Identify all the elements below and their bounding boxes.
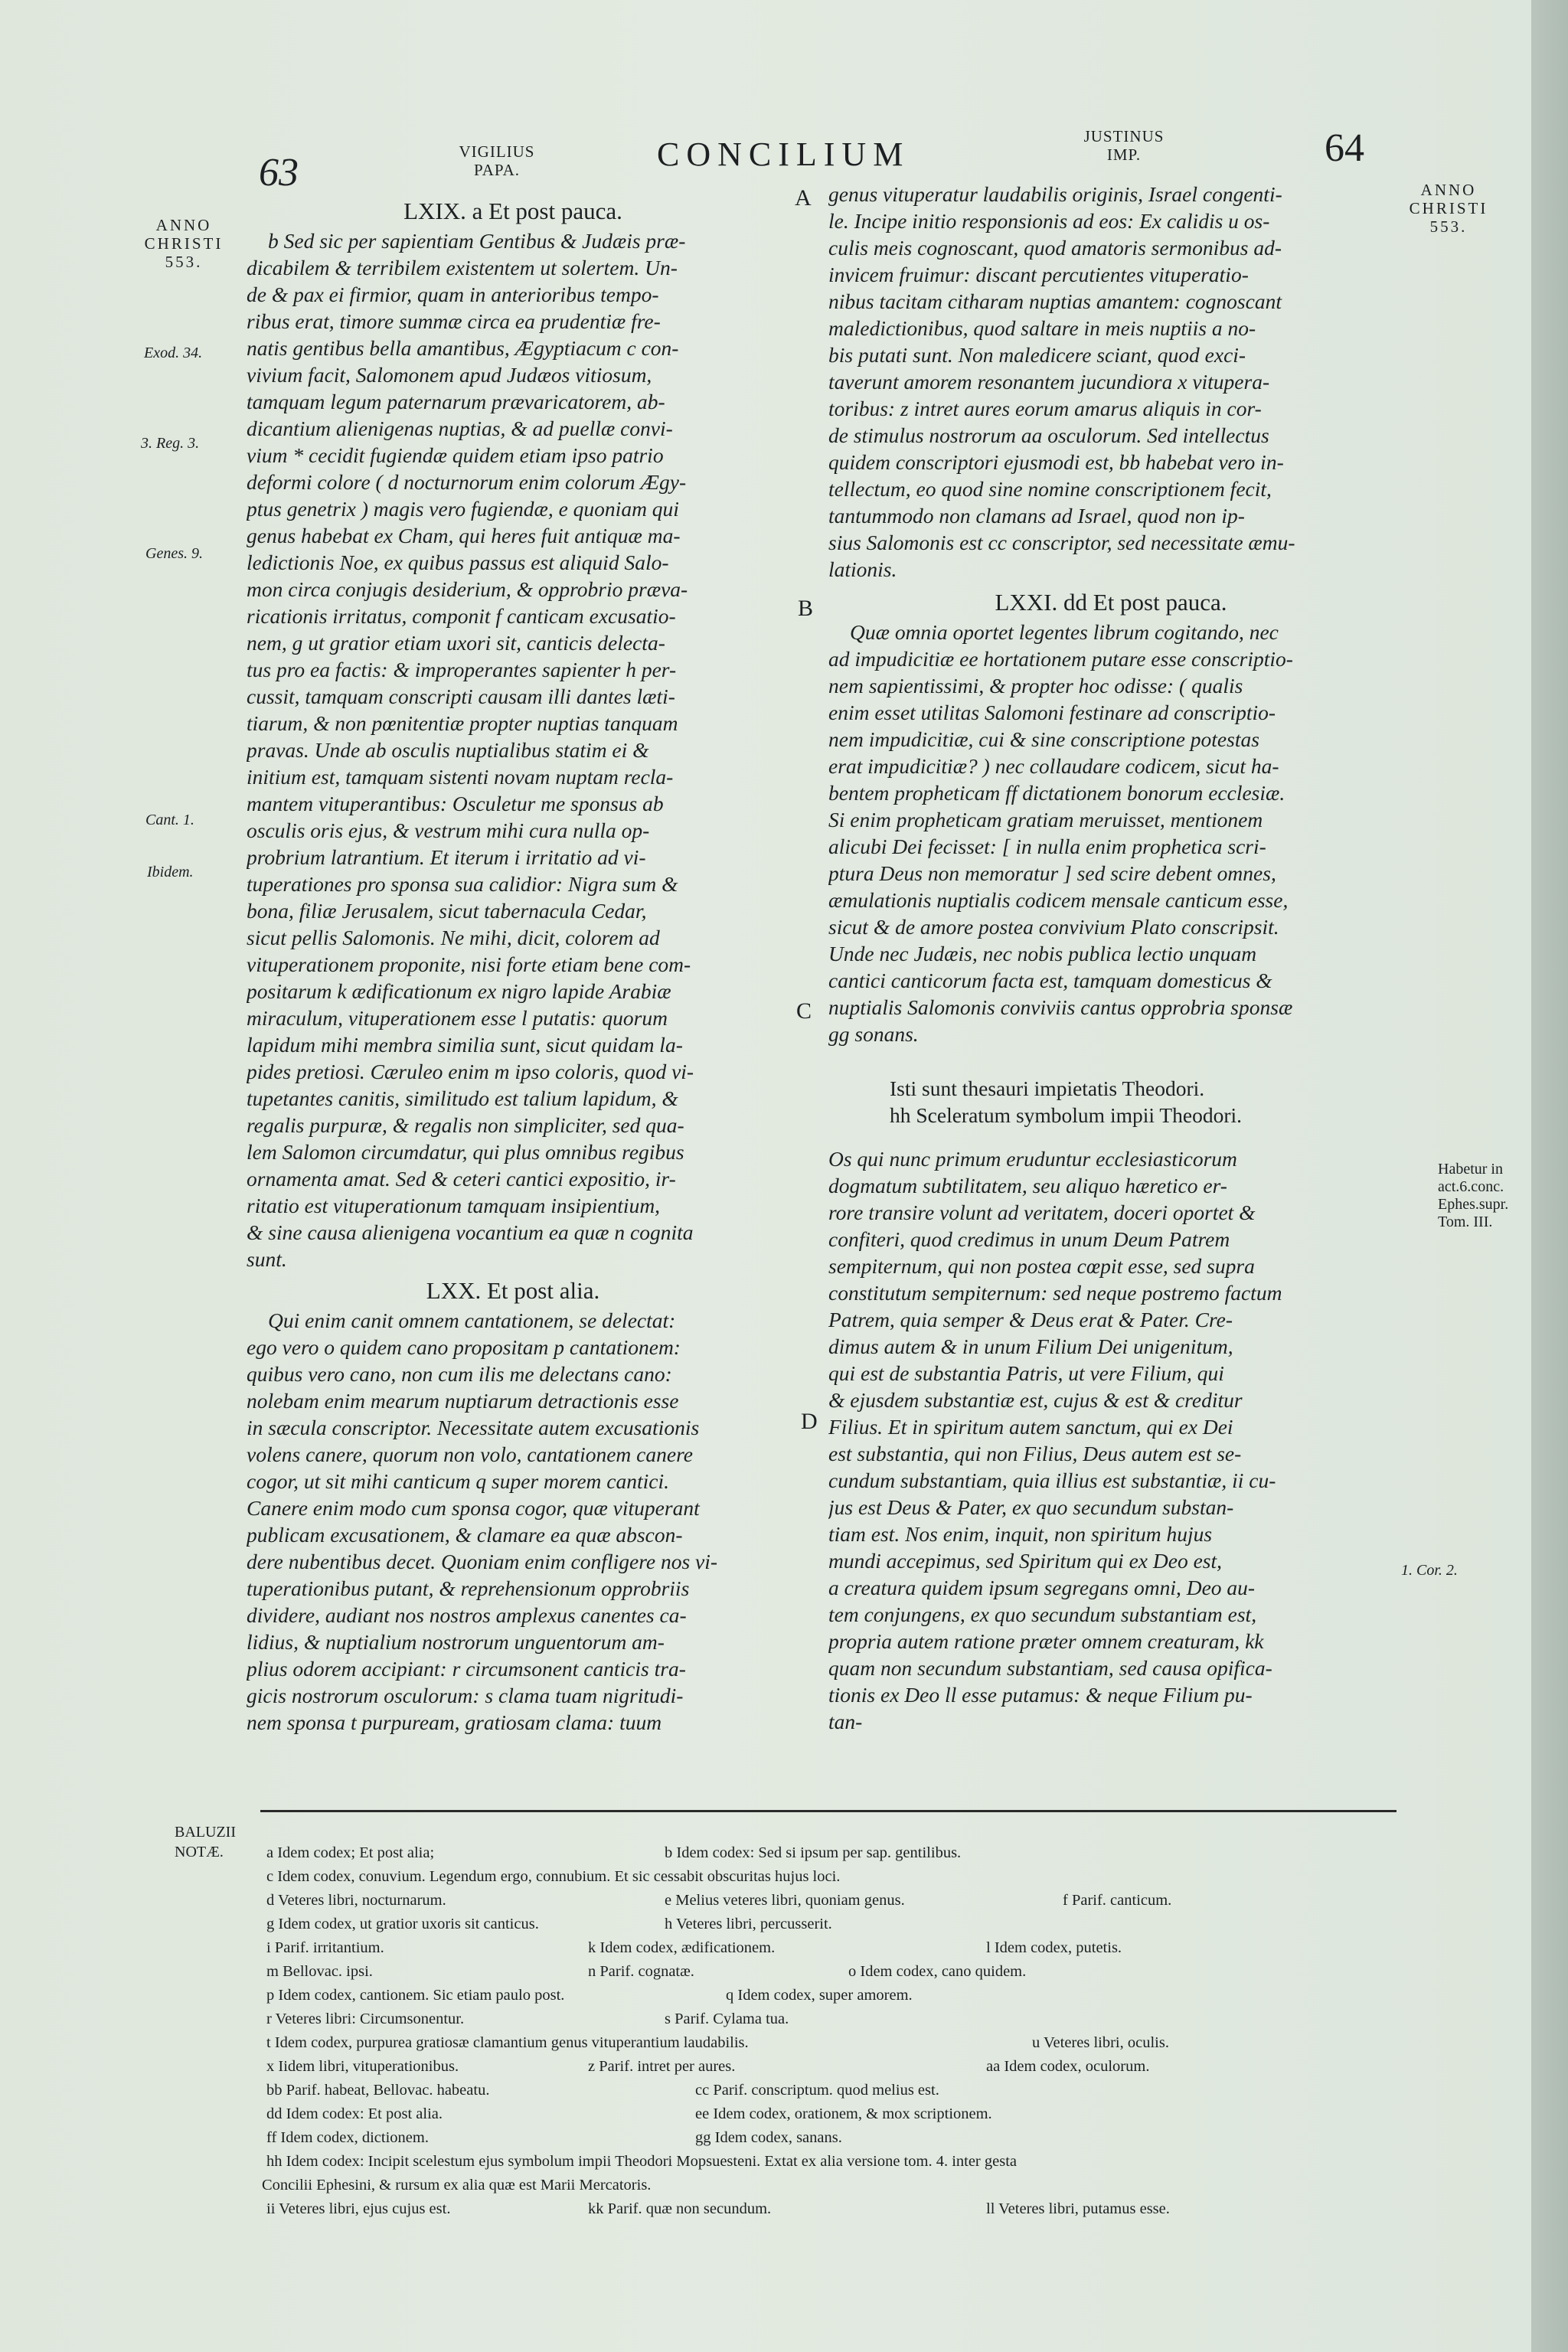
text-line: nibus tacitam citharam nuptias amantem: cognoscant [828, 289, 1282, 313]
text-line: æmulationis nuptialis codicem mensale canticum esse, [828, 888, 1289, 912]
footnote-row [266, 1984, 1415, 2007]
footnote: hh Idem codex: Incipit scelestum ejus symbolum impii Theodori Mopsuesteni. Extat ex alia versione tom. 4. inter gesta [266, 2153, 1018, 2170]
text-line: tiarum, & non pœnitentiæ propter nuptias tanquam [247, 711, 678, 735]
text-line: miraculum, vituperationem esse l putatis: quorum [247, 1006, 668, 1030]
text-line: pravas. Unde ab osculis nuptialibus statim ei & [247, 738, 649, 762]
margin-ref: Genes. 9. [145, 545, 203, 562]
text-line: osculis oris ejus, & vestrum mihi cura nulla op- [247, 818, 650, 842]
text-line: initium est, tamquam sistenti novam nuptam recla- [247, 765, 674, 789]
text-line: vituperationem proponite, nisi forte etiam bene com- [247, 952, 691, 976]
text-line: & ejusdem substantiæ est, cujus & est & creditur [828, 1388, 1243, 1412]
text-line: tuperationes pro sponsa sua calidior: Nigra sum & [247, 872, 678, 896]
text-line: plius odorem accipiant: r circumsonent canticis tra- [247, 1657, 686, 1681]
text-line: nuptialis Salomonis conviviis cantus opprobria sponsæ [828, 995, 1293, 1019]
footnote: dd Idem codex: Et post alia. [266, 2105, 443, 2122]
text-line: bentem propheticam ff dictationem bonorum ecclesiæ. [828, 781, 1285, 805]
footnote-row [266, 2055, 1415, 2079]
paragraph-lxx [247, 1307, 779, 1736]
text-line: tus pro ea factis: & improperantes sapienter h per- [247, 658, 677, 681]
footnote: c Idem codex, conuvium. Legendum ergo, connubium. Et sic cessabit obscuritas hujus loci. [266, 1868, 841, 1885]
text-line: dere nubentibus decet. Quoniam enim confligere nos vi- [247, 1550, 718, 1573]
footnote: q Idem codex, super amorem. [726, 1987, 913, 2004]
text-line: alicubi Dei fecisset: [ in nulla enim prophetica scri- [828, 835, 1266, 858]
footnote: cc Parif. conscriptum. quod melius est. [695, 2082, 939, 2099]
text-line: ptus genetrix ) magis vero fugiendæ, e quoniam qui [247, 497, 679, 521]
right-tag-line: IMP. [1106, 145, 1142, 164]
footnote-row [266, 2031, 1415, 2055]
text-line: ricationis irritatus, componit f canticam excusatio- [247, 604, 676, 628]
text-line: probrium latrantium. Et iterum i irritatio ad vi- [247, 845, 646, 869]
margin-ref: Cant. 1. [145, 812, 194, 828]
text-line: cogor, ut sit mihi canticum q super morem cantici. [247, 1469, 669, 1493]
footnote-row [266, 1889, 1415, 1913]
footnote: x Iidem libri, vituperationibus. [266, 2058, 459, 2075]
text-line: le. Incipe initio responsionis ad eos: Ex calidis u os- [828, 209, 1270, 233]
text-line: dogmatum subtilitatem, seu aliquo hæretico er- [828, 1174, 1227, 1197]
footnote: z Parif. intret per aures. [588, 2058, 736, 2075]
text-line: tantummodo non clamans ad Israel, quod non ip- [828, 504, 1245, 528]
paragraph-lxix [247, 227, 779, 1272]
footnote-row [266, 1913, 1415, 1936]
text-line: dividere, audiant nos nostros amplexus canentes ca- [247, 1603, 687, 1627]
text-line: jus est Deus & Pater, ex quo secundum substan- [828, 1495, 1234, 1519]
text-line: sunt. [247, 1247, 287, 1271]
text-line: mon circa conjugis desiderium, & opprobrio præva- [247, 577, 688, 601]
footnote-row [266, 1841, 1415, 1865]
text-line: constitutum sempiternum: sed neque postremo factum [828, 1281, 1282, 1305]
footnote: ll Veteres libri, putamus esse. [986, 2200, 1170, 2217]
text-line: b Sed sic per sapientiam Gentibus & Judæis præ- [268, 229, 686, 253]
footnote: m Bellovac. ipsi. [266, 1963, 373, 1980]
text-line: lidius, & nuptialium nostrorum unguentorum am- [247, 1630, 665, 1654]
running-title: CONCILIUM [657, 136, 910, 173]
margin-ref: Exod. 34. [144, 345, 203, 361]
text-line: quibus vero cano, non cum ilis me delectans cano: [247, 1362, 672, 1386]
text-line: nem sapientissimi, & propter hoc odisse: ( qualis [828, 674, 1243, 697]
left-tag-line: VIGILIUS [459, 142, 535, 161]
text-line: dimus autem & in unum Filium Dei unigenitum, [828, 1334, 1233, 1358]
text-line: lapidum mihi membra similia sunt, sicut quidam la- [247, 1033, 683, 1057]
baluzii-line: BALUZII [175, 1824, 236, 1841]
text-line: quidem conscriptori ejusmodi est, bb habebat vero in- [828, 450, 1284, 474]
text-line: toribus: z intret aures eorum amarus aliquis in cor- [828, 397, 1262, 420]
footnote: i Parif. irritantium. [266, 1939, 384, 1956]
anno-line: 553. [165, 253, 203, 271]
right-text-column [828, 181, 1393, 1735]
footnote: a Idem codex; Et post alia; [266, 1844, 435, 1861]
text-line: pides pretiosi. Cæruleo enim m ipso coloris, quod vi- [247, 1060, 694, 1083]
anno-christi-left [130, 216, 237, 271]
footnote-row [262, 2174, 1415, 2197]
footnote: u Veteres libri, oculis. [1032, 2034, 1169, 2051]
anno-line: CHRISTI [144, 234, 224, 253]
text-line: tiam est. Nos enim, inquit, non spiritum hujus [828, 1522, 1213, 1546]
left-running-tag [455, 142, 539, 179]
footnote: f Parif. canticum. [1063, 1892, 1172, 1909]
text-line: rore transire volunt ad veritatem, doceri oportet & [828, 1200, 1256, 1224]
text-line: ritatio est vituperationum tamquam insipientium, [247, 1194, 661, 1217]
footnote-row [266, 2150, 1415, 2174]
text-line: genus habebat ex Cham, qui heres fuit antiquæ ma- [247, 524, 681, 547]
text-line: maledictionibus, quod saltare in meis nuptiis a no- [828, 316, 1256, 340]
baluzii-notes-label [175, 1822, 236, 1862]
text-line: sicut pellis Salomonis. Ne mihi, dicit, colorem ad [247, 926, 660, 949]
margin-ref: Ibidem. [147, 864, 194, 880]
text-line: Patrem, quia semper & Deus erat & Pater. Cre- [828, 1308, 1233, 1331]
section-letter-b: B [798, 596, 814, 621]
text-line: regalis purpuræ, & regalis non simpliciter, sed qua- [247, 1113, 684, 1137]
footnote-row [266, 2102, 1415, 2126]
text-line: a creatura quidem ipsum segregans omni, Deo au- [828, 1576, 1256, 1599]
text-line: tem conjungens, ex quo secundum substantiam est, [828, 1602, 1257, 1626]
text-line: sicut & de amore postea convivium Plato conscripsit. [828, 915, 1279, 939]
margin-ref: Habetur in act.6.conc. Ephes.supr. Tom. III. [1438, 1161, 1509, 1230]
footnote-row [266, 2079, 1415, 2102]
baluzii-line: NOTÆ. [175, 1844, 224, 1860]
text-line: taverunt amorem resonantem jucundiora x vitupera- [828, 370, 1270, 394]
paragraph-symbolum [828, 1145, 1393, 1735]
text-line: ledictionis Noe, ex quibus passus est aliquid Salo- [247, 550, 669, 574]
text-line: & sine causa alienigena vocantium ea quæ n cognita [247, 1220, 694, 1244]
footnote: kk Parif. quæ non secundum. [588, 2200, 772, 2217]
text-line: ornamenta amat. Sed & ceteri cantici expositio, ir- [247, 1167, 676, 1191]
text-line: propria autem ratione præter omnem creaturam, kk [828, 1629, 1264, 1653]
footnotes [262, 1841, 1415, 2221]
margin-ref: 1. Cor. 2. [1401, 1562, 1458, 1579]
text-line: cantici canticorum facta est, tamquam domesticus & [828, 969, 1272, 992]
left-text-column [247, 194, 779, 1736]
text-line: ego vero o quidem cano propositam p cantationem: [247, 1335, 681, 1359]
footnote: k Idem codex, ædificationem. [588, 1939, 776, 1956]
text-line: deformi colore ( d nocturnorum enim colorum Ægy- [247, 470, 687, 494]
anno-line: ANNO [155, 216, 212, 234]
text-line: vium * cecidit fugiendæ quidem etiam ipso patrio [247, 443, 664, 467]
text-line: ad impudicitiæ ee hortationem putare esse conscriptio- [828, 647, 1293, 671]
text-line: dicantium alienigenas nuptias, & ad puellæ convi- [247, 416, 673, 440]
anno-line: CHRISTI [1409, 199, 1488, 217]
footnote: h Veteres libri, percusserit. [665, 1916, 832, 1932]
text-line: genus vituperatur laudabilis originis, Israel congenti- [828, 182, 1282, 206]
text-line: Si enim propheticam gratiam meruisset, mentionem [828, 808, 1263, 831]
text-line: bis putati sunt. Non maledicere sciant, quod exci- [828, 343, 1246, 367]
footnote: s Parif. Cylama tua. [665, 2011, 789, 2027]
text-line: Qui enim canit omnem cantationem, se delectat: [268, 1308, 676, 1332]
footnote-row [266, 1865, 1415, 1889]
text-line: de stimulus nostrorum aa osculorum. Sed intellectus [828, 423, 1269, 447]
right-tag-line: JUSTINUS [1083, 127, 1165, 145]
paragraph-lxxi [828, 619, 1393, 1047]
paragraph-continuation [828, 181, 1393, 583]
page-number-left: 63 [259, 151, 299, 194]
footnote: ii Veteres libri, ejus cujus est. [266, 2200, 451, 2217]
footnote-row [266, 2007, 1415, 2031]
text-line: invicem fruimur: discant percutientes vituperatio- [828, 263, 1249, 286]
next-page-edge [1531, 0, 1568, 2352]
thesauri-heading: Isti sunt thesauri impietatis Theodori. [890, 1076, 1205, 1100]
footnote-row [266, 1936, 1415, 1960]
text-line: lationis. [828, 557, 897, 581]
footnote: gg Idem codex, sanans. [695, 2129, 842, 2146]
text-line: mantem vituperantibus: Osculetur me sponsus ab [247, 792, 664, 815]
text-line: vivium facit, Salomonem apud Judæos vitiosum, [247, 363, 652, 387]
text-line: Quæ omnia oportet legentes librum cogitando, nec [850, 620, 1279, 644]
text-line: de & pax ei firmior, quam in anterioribus tempo- [247, 283, 659, 306]
section-heading-lxix: LXIX. a Et post pauca. [403, 198, 622, 224]
text-line: tamquam legum paternarum prævaricatorem, ab- [247, 390, 665, 413]
footnote: d Veteres libri, nocturnarum. [266, 1892, 446, 1909]
anno-line: 553. [1429, 217, 1468, 236]
footnote: b Idem codex: Sed si ipsum per sap. gentilibus. [665, 1844, 962, 1861]
text-line: ribus erat, timore summæ circa ea prudentiæ fre- [247, 309, 661, 333]
footnote: p Idem codex, cantionem. Sic etiam paulo post. [266, 1987, 565, 2004]
footnote: l Idem codex, putetis. [986, 1939, 1122, 1956]
text-line: natis gentibus bella amantibus, Ægyptiacum c con- [247, 336, 679, 360]
footnote-row [266, 2197, 1415, 2221]
anno-line: ANNO [1420, 181, 1477, 199]
text-line: in sæcula conscriptor. Necessitate autem excusationis [247, 1416, 700, 1439]
footnote: r Veteres libri: Circumsonentur. [266, 2011, 465, 2027]
text-line: cundum substantiam, quia illius est substantiæ, ii cu- [828, 1468, 1276, 1492]
text-line: confiteri, quod credimus in unum Deum Patrem [828, 1227, 1230, 1251]
section-letter-a: A [795, 185, 812, 211]
text-line: gg sonans. [828, 1022, 919, 1046]
text-line: enim esset utilitas Salomoni festinare ad conscriptio- [828, 701, 1276, 724]
section-heading-lxx: LXX. Et post alia. [426, 1277, 600, 1304]
text-line: sius Salomonis est cc conscriptor, sed necessitate æmu- [828, 531, 1295, 554]
left-tag-line: PAPA. [473, 161, 521, 179]
right-running-tag [1078, 127, 1170, 164]
footnote-row [266, 1960, 1415, 1984]
footnote: o Idem codex, cano quidem. [848, 1963, 1027, 1980]
text-line: qui est de substantia Patris, ut vere Filium, qui [828, 1361, 1224, 1385]
footnote: n Parif. cognatæ. [588, 1963, 694, 1980]
footnote: Concilii Ephesini, & rursum ex alia quæ est Marii Mercatoris. [262, 2177, 652, 2194]
footnote: bb Parif. habeat, Bellovac. habeatu. [266, 2082, 490, 2099]
text-line: tellectum, eo quod sine nomine conscriptionem fecit, [828, 477, 1272, 501]
text-line: sempiternum, qui non postea cœpit esse, sed supra [828, 1254, 1255, 1278]
text-line: Canere enim modo cum sponsa cogor, quæ vituperant [247, 1496, 700, 1520]
notes-divider [260, 1810, 1396, 1812]
text-line: tionis ex Deo ll esse putamus: & neque Filium pu- [828, 1683, 1253, 1707]
anno-christi-right [1395, 181, 1502, 236]
footnote: g Idem codex, ut gratior uxoris sit canticus. [266, 1916, 539, 1932]
section-letter-c: C [796, 998, 812, 1024]
section-letter-d: D [801, 1409, 818, 1434]
text-line: Filius. Et in spiritum autem sanctum, qui ex Dei [828, 1415, 1233, 1439]
text-line: Os qui nunc primum eruduntur ecclesiasticorum [828, 1147, 1237, 1171]
footnote: ff Idem codex, dictionem. [266, 2129, 429, 2146]
page-number-right: 64 [1325, 126, 1364, 170]
text-line: ptura Deus non memoratur ] sed scire debent omnes, [828, 861, 1276, 885]
section-heading-lxxi: LXXI. dd Et post pauca. [995, 589, 1227, 616]
text-line: dicabilem & terribilem existentem ut solertem. Un- [247, 256, 678, 279]
text-line: culis meis cognoscant, quod amatoris sermonibus ad- [828, 236, 1282, 260]
text-line: tupetantes canitis, similitudo est talium lapidum, & [247, 1086, 678, 1110]
text-line: erat impudicitiæ? ) nec collaudare codicem, sicut ha- [828, 754, 1279, 778]
text-line: quam non secundum substantiam, sed causa opifica- [828, 1656, 1272, 1680]
text-line: nem, g ut gratior etiam uxori sit, canticis delecta- [247, 631, 665, 655]
text-line: nem sponsa t purpuream, gratiosam clama: tuum [247, 1710, 662, 1734]
text-line: volens canere, quorum non volo, cantationem canere [247, 1442, 693, 1466]
text-line: gicis nostrorum osculorum: s clama tuam nigritudi- [247, 1684, 684, 1707]
footnote: t Idem codex, purpurea gratiosæ clamantium genus vituperantium laudabilis. [266, 2034, 749, 2051]
text-line: publicam excusationem, & clamare ea quæ abscon- [247, 1523, 683, 1547]
text-line: nolebam enim mearum nuptiarum detractionis esse [247, 1389, 679, 1413]
text-line: cussit, tamquam conscripti causam illi dantes læti- [247, 684, 675, 708]
text-line: bona, filiæ Jerusalem, sicut tabernacula Cedar, [247, 899, 647, 923]
text-line: mundi accepimus, sed Spiritum qui ex Deo est, [828, 1549, 1223, 1573]
footnote: aa Idem codex, oculorum. [986, 2058, 1150, 2075]
text-line: Unde nec Judæis, nec nobis publica lectio unquam [828, 942, 1257, 965]
text-line: positarum k ædificationum ex nigro lapide Arabiæ [247, 979, 671, 1003]
margin-ref: 3. Reg. 3. [141, 435, 200, 452]
text-line: lem Salomon circumdatur, qui plus omnibus regibus [247, 1140, 684, 1164]
text-line: tan- [828, 1710, 863, 1733]
footnote: e Melius veteres libri, quoniam genus. [665, 1892, 905, 1909]
footnote: ee Idem codex, orationem, & mox scriptionem. [695, 2105, 992, 2122]
symbolum-heading: hh Sceleratum symbolum impii Theodori. [890, 1103, 1243, 1127]
text-line: nem impudicitiæ, cui & sine conscriptione potestas [828, 727, 1259, 751]
text-line: tuperationibus putant, & reprehensionum opprobriis [247, 1576, 690, 1600]
footnote-row [266, 2126, 1415, 2150]
text-line: est substantia, qui non Filius, Deus autem est se- [828, 1442, 1242, 1465]
